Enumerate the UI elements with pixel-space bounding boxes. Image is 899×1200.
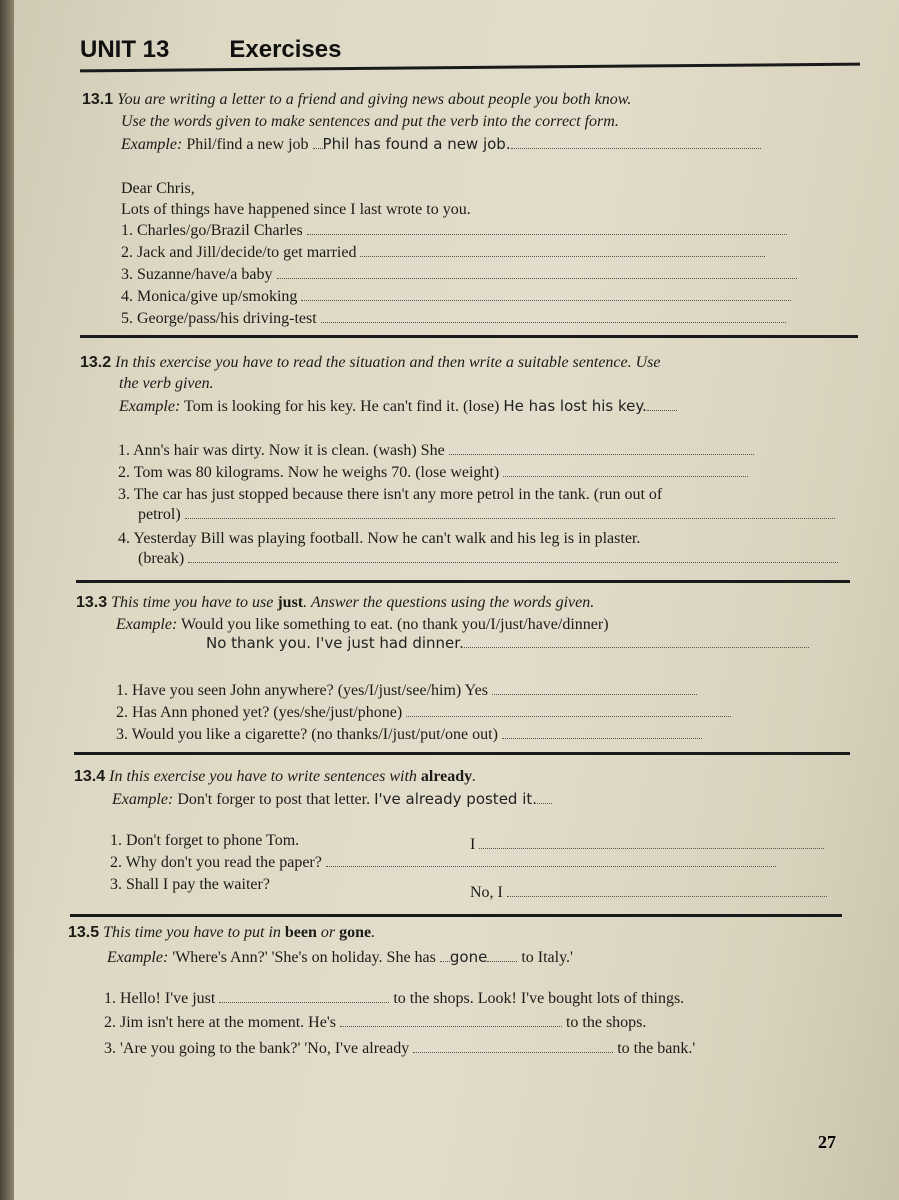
example-text: Phil/find a new job [186,136,309,153]
ex5-example: Example: 'Where's Ann?' 'She's on holiday. She has gone to Italy.' [107,948,573,966]
example-answer: He has lost his key. [503,397,647,415]
ex4-example [112,790,552,809]
ex3-example [116,616,609,634]
page-number: 27 [818,1132,836,1152]
ex3-item: 3. Would you like a cigarette? (no thanks/I/just/put/one out) [116,726,702,744]
ex1-item: 1. Charles/go/Brazil Charles [121,222,787,240]
example-label: Example: [119,398,181,415]
ex5-instruction: 13.5 This time you have to put in been or gone. [68,924,376,941]
ex1-item: 4. Monica/give up/smoking [121,288,791,306]
ex2-item: 2. Tom was 80 kilograms. Now he weighs 70. (lose weight) [118,464,748,482]
ex2-instruction-line2: the verb given. [119,375,214,392]
ex1-item: 2. Jack and Jill/decide/to get married [121,244,765,262]
ex4-number: 13.4 [74,768,106,785]
section-rule [80,335,858,338]
ex1-item: 5. George/pass/his driving-test [121,310,786,328]
ex4-item: 2. Why don't you read the paper? [110,854,776,872]
ex5-item: 1. Hello! I've just to the shops. Look! I've bought lots of things. [104,990,685,1007]
ex2-item: 4. Yesterday Bill was playing football. Now he can't walk and his leg is in plaster. [118,530,641,547]
example-text: Would you like something to eat. (no thank you/I/just/have/dinner) [181,616,609,633]
ex4-instruction: 13.4 In this exercise you have to write sentences with already. [74,768,477,785]
ex5-item: 2. Jim isn't here at the moment. He's to the shops. [104,1014,647,1031]
ex3-instruction: 13.3 This time you have to use just. Answer the questions using the words given. [76,594,595,611]
letter-greeting: Dear Chris, [121,180,195,197]
ex4-answer-start: No, I [470,884,827,902]
ex3-example-answer-line [206,634,809,653]
example-text: 'Where's Ann?' 'She's on holiday. She has [172,949,436,966]
example-text: Tom is looking for his key. He can't find it. (lose) [184,398,500,415]
page-title: Exercises [229,36,342,63]
page-binding-edge [0,0,14,1200]
ex1-instruction-line2: Use the words given to make sentences and put the verb into the correct form. [121,113,619,130]
ex2-item-cont: petrol) [138,506,835,524]
section-rule [70,914,842,917]
ex2-item: 3. The car has just stopped because there isn't any more petrol in the tank. (run out of [118,486,663,503]
header-rule [80,63,860,73]
ex1-example [121,135,761,154]
ex4-answer-start: I [470,836,824,854]
ex1-item: 3. Suzanne/have/a baby [121,266,797,284]
ex1-instruction-line1: You are writing a letter to a friend and giving news about people you both know. [117,91,632,108]
example-label: Example: [107,949,169,966]
ex4-item: 3. Shall I pay the waiter? [110,876,270,893]
ex3-item: 2. Has Ann phoned yet? (yes/she/just/phone) [116,704,731,722]
ex4-item: 1. Don't forget to phone Tom. [110,832,300,849]
ex3-item: 1. Have you seen John anywhere? (yes/I/just/see/him) Yes [116,682,697,700]
example-label: Example: [116,616,178,633]
letter-intro: Lots of things have happened since I last wrote to you. [121,201,471,218]
ex1-number: 13.1 [82,91,114,108]
unit-label: UNIT 13 [80,36,170,63]
ex3-number: 13.3 [76,594,108,611]
example-label: Example: [121,136,183,153]
example-answer: Phil has found a new job. [322,135,511,153]
ex5-item: 3. 'Are you going to the bank?' 'No, I've already to the bank.' [104,1040,696,1057]
example-answer: gone [449,948,488,966]
ex1-instruction [82,91,631,109]
section-rule [76,580,850,583]
example-answer: No thank you. I've just had dinner. [206,634,464,652]
ex2-instruction: 13.2 In this exercise you have to read the situation and then write a suitable sentence. Use [80,354,661,371]
ex2-example [119,397,677,416]
page-header [80,36,341,64]
ex2-item: 1. Ann's hair was dirty. Now it is clean. (wash) She [118,442,754,460]
ex2-item-cont: (break) [138,550,838,568]
ex5-number: 13.5 [68,924,100,941]
example-answer: I've already posted it. [374,790,538,808]
example-label: Example: [112,791,174,808]
ex2-number: 13.2 [80,354,112,371]
section-rule [74,752,850,755]
example-text: Don't forger to post that letter. [177,791,371,808]
